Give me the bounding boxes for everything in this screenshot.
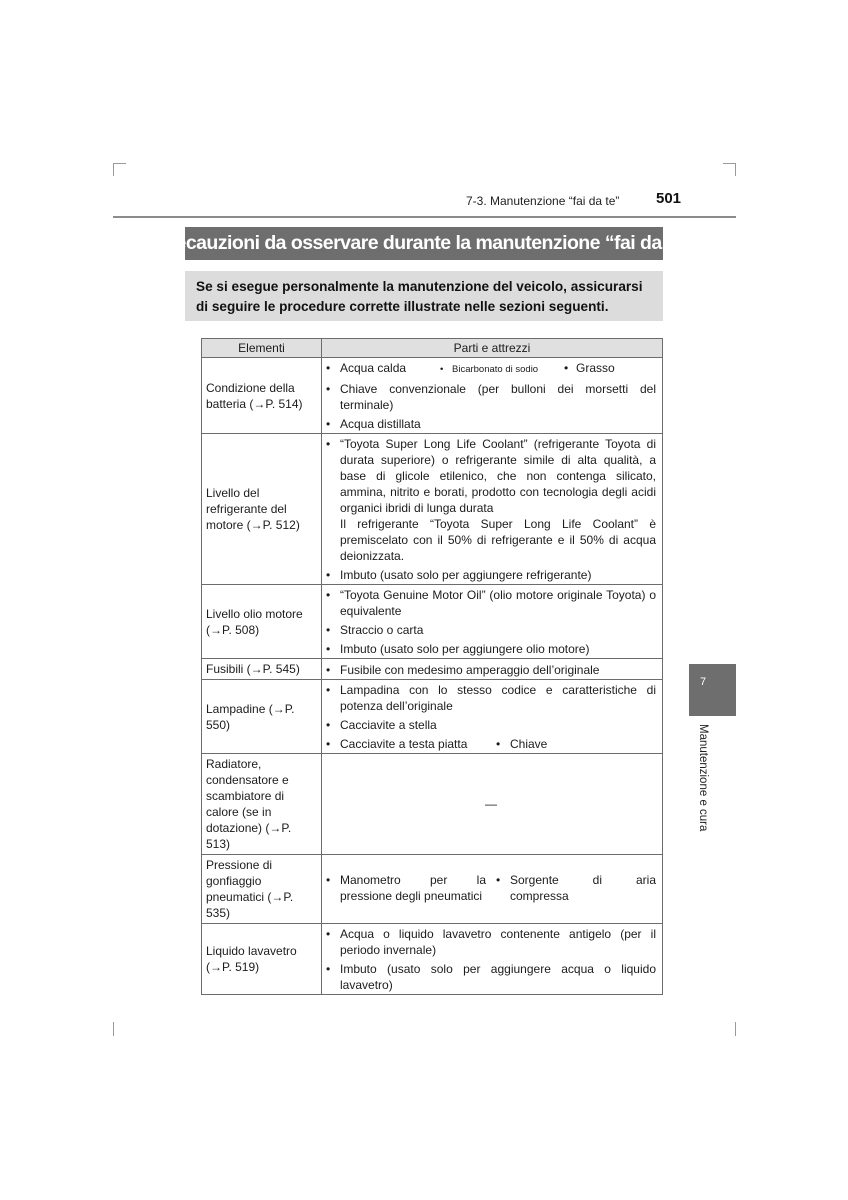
column-header-parts: Parti e attrezzi	[322, 339, 663, 358]
list-item: • Cacciavite a testa piatta • Chiave	[326, 737, 548, 751]
table-row-bulbs	[202, 680, 663, 754]
list-item: • Cacciavite a stella	[326, 718, 437, 732]
element-cell: Livello del refrigerante del motore (→P. 512)	[202, 434, 322, 585]
coolant-note: Il refrigerante “Toyota Super Long Life Coolant” è premiscelato con il 50% di refrigerante e il 50% di acqua deionizzata.	[340, 517, 656, 563]
list-item: • Fusibile con medesimo amperaggio dell’originale	[326, 662, 600, 677]
element-cell: Pressione di gonfiaggio pneumatici (→P. 535)	[202, 855, 322, 924]
list-item: • Imbuto (usato solo per aggiungere olio motore)	[326, 642, 590, 656]
table-row-washer	[202, 924, 663, 995]
table-header-row	[202, 339, 663, 358]
parts-cell	[322, 680, 663, 754]
list-item: • Straccio o carta	[326, 623, 424, 637]
chapter-label: Manutenzione e cura	[697, 724, 709, 832]
table-row-radiator	[202, 754, 663, 855]
element-cell: Radiatore, condensatore e scambiatore di calore (se in dotazione) (→P. 513)	[202, 754, 322, 855]
element-cell: Livello olio motore (→P. 508)	[202, 585, 322, 659]
parts-cell	[322, 924, 663, 995]
table-row-oil	[202, 585, 663, 659]
table-row-battery	[202, 358, 663, 434]
column-header-elements: Elementi	[202, 339, 322, 358]
element-cell: Condizione della batteria (→P. 514)	[202, 358, 322, 434]
crop-mark	[113, 1022, 114, 1036]
maintenance-table	[201, 338, 663, 995]
crop-mark	[735, 1022, 736, 1036]
crop-mark	[723, 163, 736, 164]
table-row-tires	[202, 855, 663, 924]
table-row-fuses	[202, 659, 663, 680]
chapter-number: 7	[700, 676, 707, 688]
list-item: • Lampadina con lo stesso codice e caratteristiche di potenza dell’originale	[326, 683, 656, 713]
parts-cell	[322, 855, 663, 924]
element-cell: Lampadine (→P. 550)	[202, 680, 322, 754]
list-item: • Imbuto (usato solo per aggiungere refrigerante)	[326, 568, 592, 582]
element-cell: Liquido lavavetro (→P. 519)	[202, 924, 322, 995]
list-item: • Acqua calda • Bicarbonato di sodio • Grasso	[326, 361, 615, 375]
chapter-tab	[689, 664, 736, 716]
list-item: • Imbuto (usato solo per aggiungere acqua o liquido lavavetro)	[326, 962, 656, 992]
list-item: • Acqua o liquido lavavetro contenente antigelo (per il periodo invernale)	[326, 927, 656, 957]
parts-cell	[322, 659, 663, 680]
parts-cell: —	[322, 754, 663, 855]
list-item: • Manometro per la pressione degli pneumatici	[326, 873, 486, 903]
crop-mark	[735, 163, 736, 176]
table-row-coolant	[202, 434, 663, 585]
header-divider	[113, 216, 736, 218]
intro-text: Se si esegue personalmente la manutenzione del veicolo, assicurarsi di seguire le procedure corrette illustrate nelle sezioni seguenti.	[185, 271, 663, 321]
section-header: 7-3. Manutenzione “fai da te”	[466, 194, 620, 208]
parts-cell	[322, 358, 663, 434]
parts-cell	[322, 434, 663, 585]
page-number: 501	[656, 190, 682, 207]
list-item: • Acqua distillata	[326, 417, 421, 431]
element-cell: Fusibili (→P. 545)	[202, 659, 322, 680]
list-item: • Sorgente di aria compressa	[496, 873, 656, 903]
list-item: • Chiave convenzionale (per bulloni dei morsetti del terminale)	[326, 382, 656, 412]
parts-cell	[322, 585, 663, 659]
list-item: • “Toyota Super Long Life Coolant” (refrigerante Toyota di durata superiore) o refrigerante simile di alta qualità, a base di glicole etilenico, che non contenga silicato, ammina, nitrito e borati, prodotto con tecnologia degli acidi organici ibridi di lunga durata	[326, 437, 656, 515]
crop-mark	[113, 163, 126, 164]
page-title: Precauzioni da osservare durante la manutenzione “fai da te”	[185, 227, 663, 260]
crop-mark	[113, 163, 114, 176]
list-item: • “Toyota Genuine Motor Oil” (olio motore originale Toyota) o equivalente	[326, 588, 656, 618]
